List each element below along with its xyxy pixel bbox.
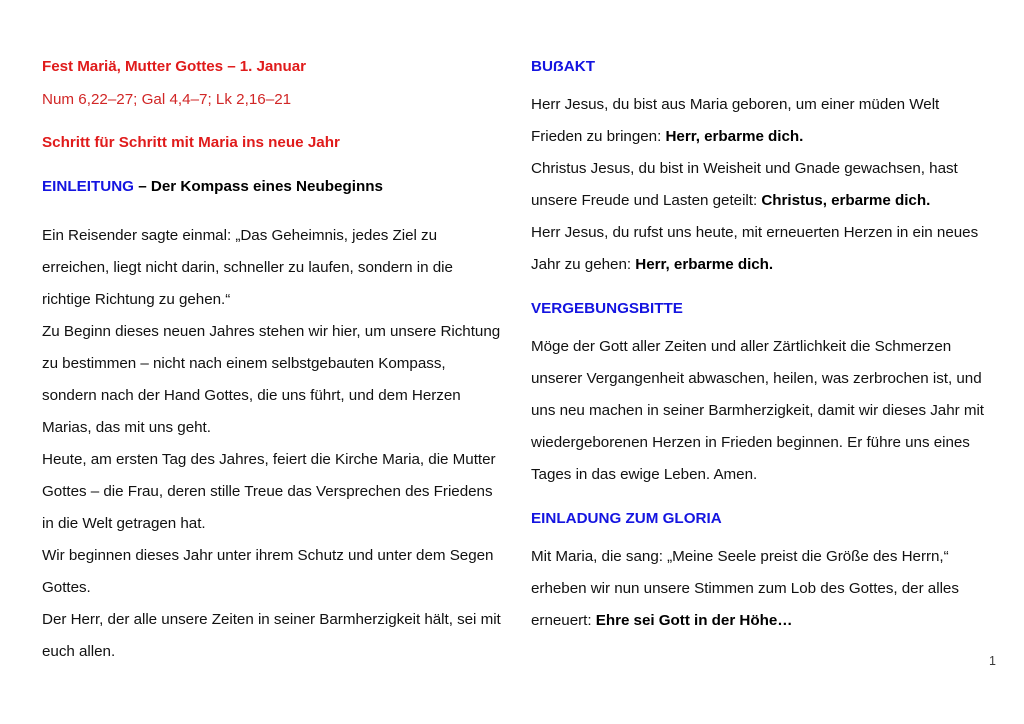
motto-heading: Schritt für Schritt mit Maria ins neue Jahr [42,134,340,151]
left-column [42,56,504,668]
scripture-reference: Num 6,22–27; Gal 4,4–7; Lk 2,16–21 [42,91,292,108]
introduction-heading-rest: – Der Kompass eines Neubeginns [133,178,383,195]
absolution-paragraph: Möge der Gott aller Zeiten und aller Zärtlichkeit die Schmerzen unserer Vergangenheit abwaschen, heilen, was zerbrochen ist, und uns neu machen in seiner Barmherzigkeit, damit wir dieses Jahr mit wiedergeborenen Herzen in Frieden beginnen. Er führe uns eines Tages in das ewige Leben. Amen. [531,338,984,483]
invocation-second-text: Christus Jesus, du bist in Weisheit und Gnade gewachsen, hast unsere Freude und Lasten geteilt: [531,160,958,209]
paragraph-greeting: Der Herr, der alle unsere Zeiten in seiner Barmherzigkeit hält, sei mit euch allen. [42,611,501,660]
paragraph-traveller-quote: Ein Reisender sagte einmal: „Das Geheimnis, jedes Ziel zu erreichen, liegt nicht darin, schneller zu laufen, sondern in die richtige Richtung zu gehen.“ [42,227,453,308]
gloria-invitation-text: Mit Maria, die sang: „Meine Seele preist die Größe des Herrn,“ erheben wir nun unsere Stimmen zum Lob des Gottes, der alles erneuert: [531,548,959,629]
invocation-third-response: Herr, erbarme dich. [635,256,774,273]
paragraph-direction: Zu Beginn dieses neuen Jahres stehen wir hier, um unsere Richtung zu bestimmen – nicht nach einem selbstgebauten Kompass, sondern nach der Hand Gottes, die uns führt, und dem Herzen Marias, das mit uns geht. [42,323,501,436]
invocation-first [531,89,993,153]
absolution-heading: VERGEBUNGSBITTE [531,300,683,317]
invocation-second-response: Christus, erbarme dich. [761,192,931,209]
gloria-response: Ehre sei Gott in der Höhe… [595,612,793,629]
paragraph-under-her-protection: Wir beginnen dieses Jahr unter ihrem Schutz und unter dem Segen Gottes. [42,547,494,596]
paragraph-feast-of-mary: Heute, am ersten Tag des Jahres, feiert die Kirche Maria, die Mutter Gottes – die Frau, deren stille Treue das Versprechen des Friedens in die Welt getragen hat. [42,451,496,532]
invocation-first-response: Herr, erbarme dich. [665,128,804,145]
invocation-first-text: Herr Jesus, du bist aus Maria geboren, um einer müden Welt Frieden zu bringen: [531,96,940,145]
gloria-invitation-paragraph [531,541,993,637]
right-column [531,56,993,637]
gloria-invitation-heading: EINLADUNG ZUM GLORIA [531,510,722,527]
introduction-heading-label: EINLEITUNG [42,178,134,195]
invocation-second [531,153,993,217]
invocation-third-text: Herr Jesus, du rufst uns heute, mit erneuerten Herzen in ein neues Jahr zu gehen: [531,224,979,273]
invocation-third [531,217,993,281]
page-number: 1 [989,654,996,668]
penitential-act-heading: BUẞAKT [531,58,596,75]
introduction-heading [42,176,504,197]
feast-title: Fest Mariä, Mutter Gottes – 1. Januar [42,58,307,75]
